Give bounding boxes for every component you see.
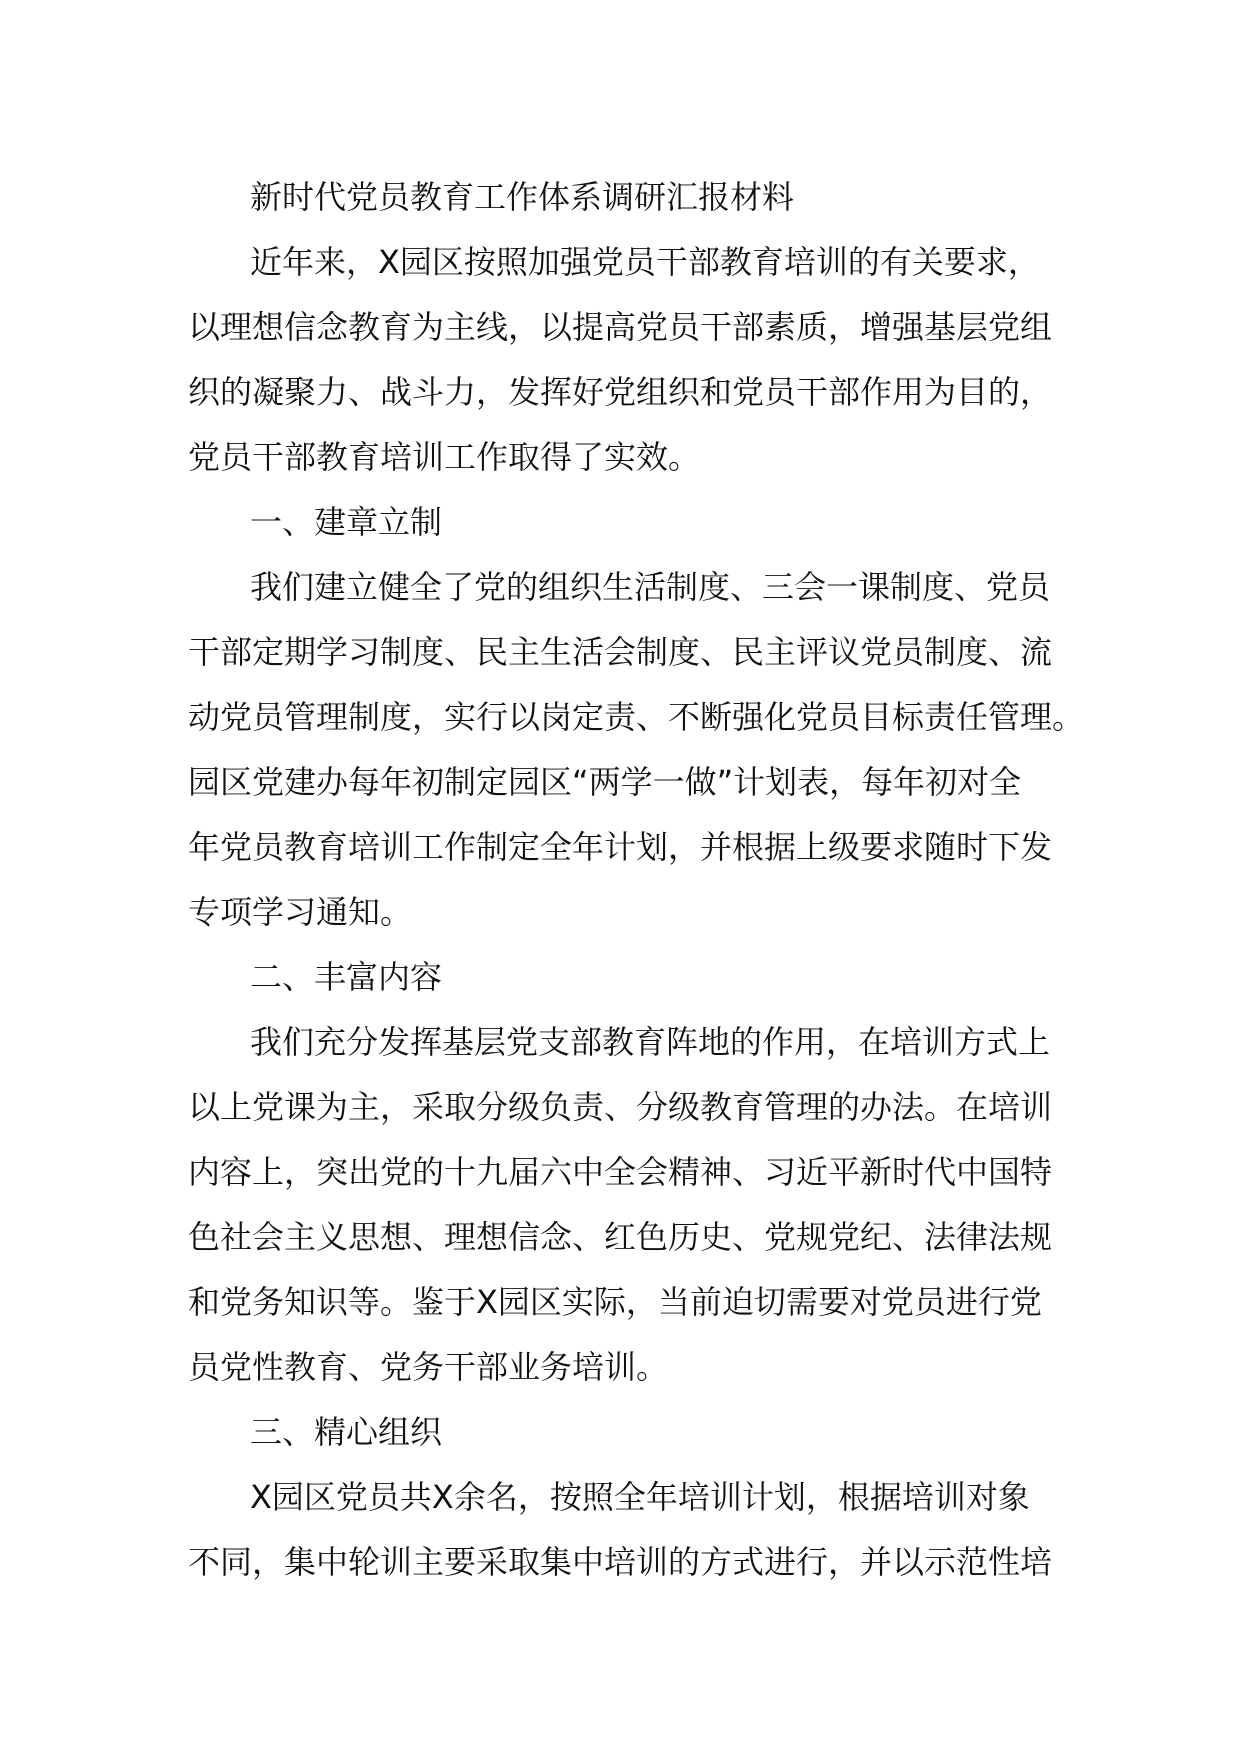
document-body	[188, 165, 1085, 1595]
paragraph-section2-line: 和党务知识等。鉴于X园区实际，当前迫切需要对党员进行党	[188, 1283, 1042, 1321]
paragraph-section3-line: X园区党员共X余名，按照全年培训计划，根据培训对象	[250, 1478, 1030, 1516]
paragraph-section2-line: 色社会主义思想、理想信念、红色历史、党规党纪、法律法规	[188, 1218, 1053, 1256]
paragraph-intro-line: 党员干部教育培训工作取得了实效。	[188, 438, 701, 476]
paragraph-section1-line: 动党员管理制度，实行以岗定责、不断强化党员目标责任管理。	[188, 698, 1085, 736]
paragraph-intro-line: 近年来，X园区按照加强党员干部教育培训的有关要求，	[250, 243, 1040, 281]
paragraph-section2-line: 我们充分发挥基层党支部教育阵地的作用，在培训方式上	[250, 1023, 1051, 1061]
paragraph-section2-line: 内容上，突出党的十九届六中全会精神、习近平新时代中国特	[188, 1153, 1053, 1191]
paragraph-intro-line: 织的凝聚力、战斗力，发挥好党组织和党员干部作用为目的，	[188, 373, 1053, 411]
paragraph-section1-line: 专项学习通知。	[188, 893, 413, 931]
paragraph-section1-line: 年党员教育培训工作制定全年计划，并根据上级要求随时下发	[188, 828, 1053, 866]
paragraph-section3-line: 不同，集中轮训主要采取集中培训的方式进行，并以示范性培	[188, 1543, 1053, 1581]
paragraph-section2-line: 员党性教育、党务干部业务培训。	[188, 1348, 669, 1386]
paragraph-section2-line: 以上党课为主，采取分级负责、分级教育管理的办法。在培训	[188, 1088, 1053, 1126]
document-title: 新时代党员教育工作体系调研汇报材料	[250, 178, 795, 216]
paragraph-section1-line: 我们建立健全了党的组织生活制度、三会一课制度、党员	[250, 568, 1051, 606]
paragraph-intro-line: 以理想信念教育为主线，以提高党员干部素质，增强基层党组	[188, 308, 1053, 346]
paragraph-section1-line: 园区党建办每年初制定园区“两学一做”计划表，每年初对全	[188, 763, 1022, 801]
section-heading-3: 三、精心组织	[250, 1413, 443, 1451]
paragraph-section1-line: 干部定期学习制度、民主生活会制度、民主评议党员制度、流	[188, 633, 1053, 671]
section-heading-2: 二、丰富内容	[250, 958, 443, 996]
section-heading-1: 一、建章立制	[250, 503, 443, 541]
